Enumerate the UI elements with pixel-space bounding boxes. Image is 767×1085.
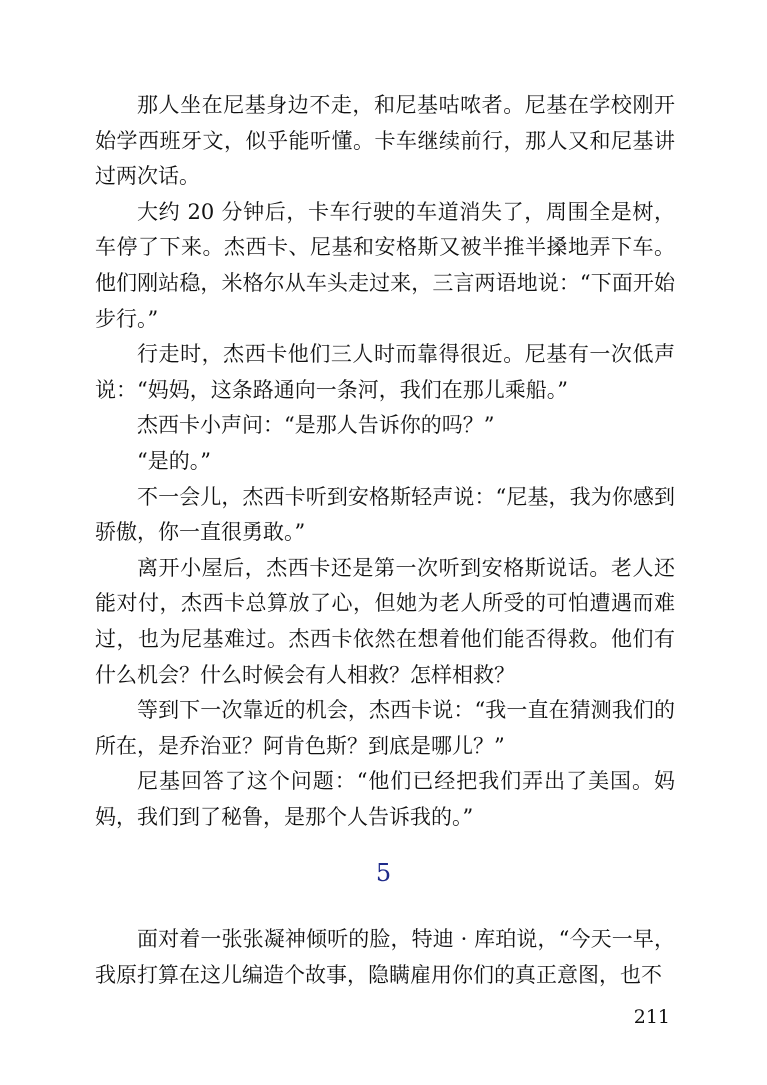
paragraph-1: 那人坐在尼基身边不走，和尼基咕哝者。尼基在学校刚开始学西班牙文，似乎能听懂。卡车继续前行，那人又和尼基讲过两次话。 [95,93,675,189]
page-number: 211 [633,1006,670,1028]
section-number: 5 [375,859,392,887]
paragraph-7: 离开小屋后，杰西卡还是第一次听到安格斯说话。老人还能对付，杰西卡总算放了心，但她为老人所受的可怕遭遇而难过，也为尼基难过。杰西卡依然在想着他们能否得救。他们有什么机会？什么时候会有人相救？怎样相救？ [95,555,675,687]
paragraph-8: 等到下一次靠近的机会，杰西卡说：“我一直在猜测我们的所在，是乔治亚？阿肯色斯？到底是哪儿？” [95,698,675,758]
paragraph-9: 尼基回答了这个问题：“他们已经把我们弄出了美国。妈妈，我们到了秘鲁，是那个人告诉我的。” [95,769,675,829]
paragraph-3: 行走时，杰西卡他们三人时而靠得很近。尼基有一次低声说：“妈妈，这条路通向一条河，我们在那儿乘船。” [95,342,675,402]
section-paragraph-1: 面对着一张张凝神倾听的脸，特迪 · 库珀说，“今天一早，我原打算在这儿编造个故事，隐瞒雇用你们的真正意图，也不 [95,927,675,987]
paragraph-4: 杰西卡小声问：“是那人告诉你的吗？” [137,413,495,438]
paragraph-6: 不一会儿，杰西卡听到安格斯轻声说：“尼基，我为你感到骄傲，你一直很勇敢。” [95,484,675,545]
section-text [95,922,675,993]
paragraph-2: 大约 20 分钟后，卡车行驶的车道消失了，周围全是树，车停了下来。杰西卡、尼基和安格斯又被半推半搡地弄下车。他们刚站稳，米格尔从车头走过来，三言两语地说：“下面开始步行。” [95,199,675,331]
chapter-text [95,88,675,835]
paragraph-5: “是的。” [137,448,211,473]
